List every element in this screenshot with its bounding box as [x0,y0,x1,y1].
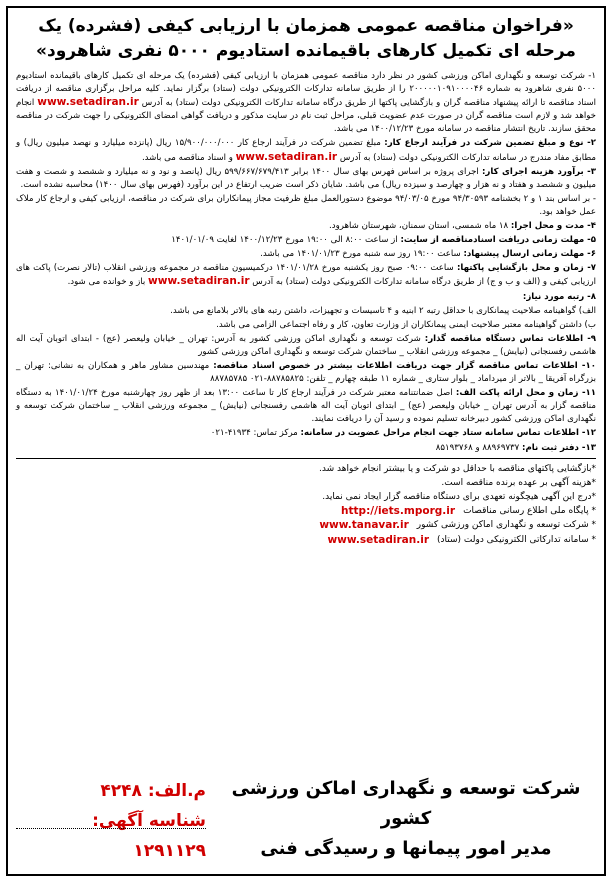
section-text: ب) داشتن گواهینامه معتبر صلاحیت ایمنی پیمانکاران از وزارت تعاون، کار و رفاه اجتماعی الزامی می باشد. [216,319,596,330]
section-text-after: انجام خواهد شد و لازم است مناقصه گران در صورت عدم عضویت قبلی، مراحل ثبت نام در سایت مذکور و دریافت گواهی امضای الکترونیکی را جهت شرکت در مناقصه محقق سازند. تاریخ انتشار مناقصه در سامانه مورخ ۱۴۰۰/۱۲/۲۳ می باشد. [16,98,596,135]
code-row [16,776,206,806]
section-text: شرکت توسعه و نگهداری اماکن ورزشی کشور به آدرس: تهران _ خیابان ولیعصر (عج) - ابتدای اتوبان آیت اله هاشمی رفسنجانی (نیایش) _ مجموعه ورزشی انقلاب _ ساختمان شرکت توسعه و نگهداری اماکن ورزشی کشور [16,333,596,357]
signatory-title: مدیر امور پیمانها و رسیدگی فنی [260,838,552,859]
note-item [16,462,596,476]
section-heading: ۵- مهلت زمانی دریافت اسنادمناقصه از سایت: [400,235,596,246]
section-text: اجرای پروژه بر اساس فهرس بهای سال ۱۴۰۰ برابر ۵۹۹/۶۶۷/۶۷۹/۴۱۳ ریال (پانصد و نود و نه میلیارد و ششصد و شصت و هفت میلیون و ششصد و هفتاد و نه هزار و چهارصد و سیزده ریال) می باشد. شایان ذکر است ضریب ارتفاع در این برآورد (فهرس بهای سال ۱۴۰۰) محاسبه نشده است. [16,166,596,190]
section-13 [16,360,596,386]
ad-id-value: ۱۲۹۱۱۲۹ [133,841,206,861]
dotted-separator [16,828,206,829]
section-2 [16,137,596,164]
section-heading: ۱۳- دفتر ثبت نام: [522,442,596,453]
notice-sections [16,70,596,455]
note-link[interactable]: www.setadiran.ir [327,533,429,546]
section-text: ساعت ۰۹:۰۰ صبح روز یکشنبه مورخ ۱۴۰۱/۰۱/۲۸ درکمیسیون مناقصه در مجموعه ورزشی انقلاب (تالار نصرت) پاکت های ارزیابی کیفی و (الف و ب و ج) از طریق درگاه سامانه تدارکات الکترونیکی دولت (ستاد) به آدرس [16,263,596,288]
notice-notes [16,462,596,547]
note-item [16,476,596,490]
ad-id-row [16,806,206,866]
section-10 [16,305,596,318]
title-line-2: مرحله ای تکمیل کارهای باقیمانده استادیوم ۵۰۰۰ نفری شاهرود» [36,41,576,61]
ad-id-label: شناسه آگهی: [92,811,206,831]
section-link[interactable]: www.setadiran.ir [37,96,139,109]
section-heading: ۶- مهلت زمانی ارسال پیشنهاد: [463,249,596,260]
note-text: *بازگشایی پاکتهای مناقصه با حداقل دو شرکت و یا بیشتر انجام خواهد شد. [319,463,596,474]
section-heading: ۱۱- زمان و محل ارائه پاکت الف: [455,388,597,399]
note-item [16,490,596,504]
section-5 [16,220,596,233]
section-heading: ۳- برآورد هزینه اجرای کار: [482,166,597,177]
section-7 [16,248,596,261]
section-heading: ۱۰- اطلاعات تماس مناقصه گزار جهت دریافت اطلاعات بیشتر در خصوص اسناد مناقصه: [213,360,596,371]
notice-title [16,14,596,64]
section-11 [16,319,596,332]
section-text: مهندسین مشاور ماهر و همکاران به نشانی: تهران _ بزرگراه آفریقا _ بالاتر از میرداماد _ بلوار ستاری _ شماره ۱۱ طبقه چهارم _ تلفن: ۸۸۷۸۵۸۲۵-۰۲۱ ۸۸۷۸۵۷۸۵ [16,360,596,385]
section-text: از ساعت ۸:۰۰ الی ۱۹:۰۰ مورخ ۱۴۰۰/۱۲/۲۳ لغایت ۱۴۰۱/۰۱/۰۹ [171,235,398,246]
section-heading: ۸- رتبه مورد نیاز: [522,291,596,302]
code-label: م.الف: [147,781,206,801]
section-4 [16,193,596,219]
note-item [16,504,596,518]
title-line-1: «فراخوان مناقصه عمومی همزمان با ارزیابی کیفی (فشرده) یک [38,16,574,36]
section-16 [16,442,596,455]
note-text: * شرکت توسعه و نگهداری اماکن ورزشی کشور [416,520,596,531]
section-text: مبلغ تضمین شرکت در فرآیند ارجاع کار ۱۵/۹۰۰/۰۰۰/۰۰۰ ریال (پانزده میلیارد و نهصد میلیون ریال) و مطابق مفاد مندرج در سامانه تدارکات الکترونیکی دولت (ستاد) به آدرس [16,138,596,163]
section-3 [16,166,596,192]
ad-codes [16,776,206,866]
company-name: شرکت توسعه و نگهداری اماکن ورزشی کشور [231,778,581,829]
section-heading: ۴- مدت و محل اجرا: [510,221,596,232]
note-text: * سامانه تدارکاتی الکترونیکی دولت (ستاد) [437,534,596,545]
section-text: اصل ضمانتنامه معتبر شرکت در فرآیند ارجاع کار تا ساعت ۱۳:۰۰ بعد از ظهر روز چهارشنبه مورخ ۱۴۰۱/۰۱/۲۴ به دستگاه مناقصه گزار به آدرس تهران _ خیابان ولیعصر (عج) _ ابتدای اتوبان آیت اله هاشمی رفسنجانی (نیایش) _ مجموعه ورزشی انقلاب _ ساختمان شرکت توسعه و نگهداری اماکن ورزشی کشور دبیرخانه تسلیم نموده و رسید آن را دریافت نمایند. [16,388,596,425]
section-link[interactable]: www.setadiran.ir [235,150,338,163]
section-heading: ۷- زمان و محل بازگشایی پاکتها: [456,263,597,274]
note-text: *درج این آگهی هیچگونه تعهدی برای دستگاه مناقصه گزار ایجاد نمی نماید. [322,492,596,503]
note-text: *هزینه آگهی بر عهده برنده مناقصه است. [441,477,596,488]
note-link[interactable]: http://iets.mporg.ir [341,505,456,518]
section-text-after: باز و خوانده می شود. [67,277,146,288]
note-item [16,518,596,532]
section-text: ساعت ۱۹:۰۰ روز سه شنبه مورخ ۱۴۰۱/۰۱/۲۳ می باشد. [260,249,461,260]
section-heading: ۹- اطلاعات تماس دستگاه مناقصه گذار: [424,333,597,344]
divider [16,458,596,459]
section-text: ۸۸۹۶۹۷۳۷ و ۸۵۱۹۳۷۶۸ [435,442,520,453]
section-heading: ۱۲- اطلاعات تماس سامانه ستاد جهت انجام مراحل عضویت در سامانه: [300,428,596,439]
section-link[interactable]: www.setadiran.ir [148,275,250,288]
section-6 [16,234,596,247]
section-text: مرکز تماس: ۴۱۹۳۴-۰۲۱ [210,428,298,439]
section-text-after: و اسناد مناقصه می باشد. [141,152,233,163]
note-item [16,533,596,547]
section-heading: ۲- نوع و مبلغ تضمین شرکت در فرآیند ارجاع کار: [384,138,597,149]
section-15 [16,427,596,440]
code-value: ۴۲۴۸ [100,781,142,801]
section-8 [16,262,596,289]
section-14 [16,387,596,426]
section-1 [16,70,596,136]
section-text: ۱۸ ماه شمسی، استان سمنان، شهرستان شاهرود. [329,221,509,232]
section-12 [16,333,596,359]
section-text: ۱- شرکت توسعه و نگهداری اماکن ورزشی کشور در نظر دارد مناقصه عمومی همزمان با ارزیابی کیفی (فشرده) یک مرحله ای تکمیل کارهای باقیمانده استادیوم ۵۰۰۰ نفری شاهرود به شماره ۲۰۰۰۰۰۱۰۹۱۰۰۰۰۴۶ را از طریق سامانه تدارکات الکترونیکی دولت (ستاد) برگزار نماید. کلیه مراحل برگزاری مناقصه از دریافت اسناد مناقصه تا ارائه پیشنهاد مناقصه گران و بازگشایی پاکتها از طریق درگاه سامانه تدارکات الکترونیکی دولت (ستاد) به آدرس [16,71,597,109]
section-text: - بر اساس بند ۱ و ۲ بخشنامه ۹۴/۳۰۵۹۳ مورخ ۹۴/۰۳/۰۵ موضوع دستورالعمل مبلغ ظرفیت مجاز پیمانکاران برای شرکت در مناقصه، ارزیابی کیفی و ارجاع کار ملاک عمل خواهد بود. [16,193,596,217]
note-link[interactable]: www.tanavar.ir [319,519,409,532]
note-text: * پایگاه ملی اطلاع رسانی مناقصات [463,506,596,517]
tender-notice [6,6,606,876]
notice-footer [16,770,596,868]
signature-block [216,774,596,864]
section-text: الف) گواهینامه صلاحیت پیمانکاری با حداقل رتبه ۲ ابنیه و ۴ تاسیسات و تجهیزات، داشتن رتبه های بالاتر بلامانع می باشد. [170,305,596,316]
section-9 [16,291,596,304]
